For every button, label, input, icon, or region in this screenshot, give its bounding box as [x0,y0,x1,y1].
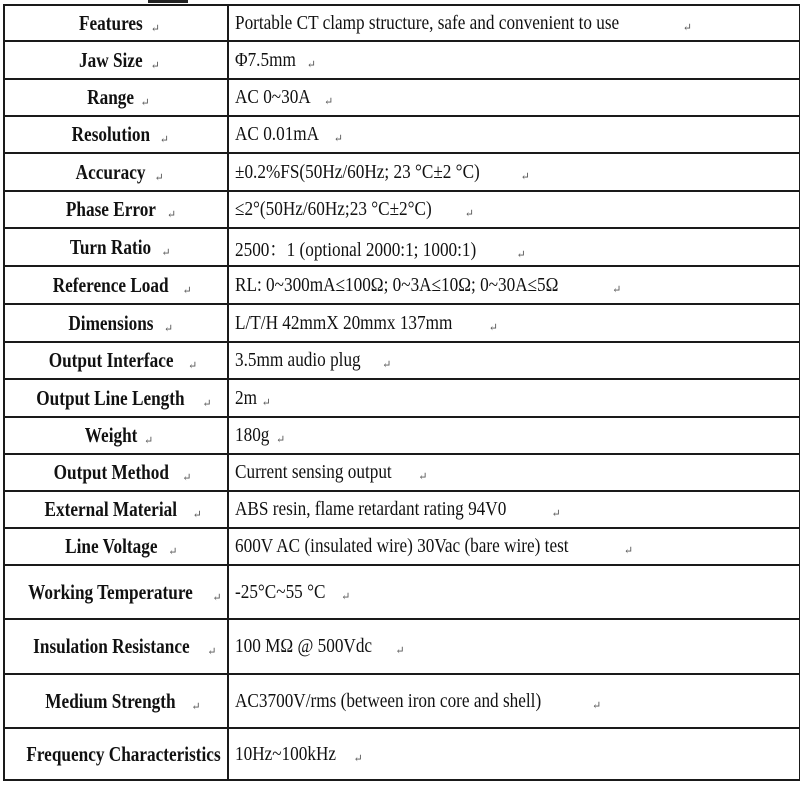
paragraph-mark-icon: ↵ [150,22,160,35]
spec-label-cell [4,491,228,528]
spec-value: 2m [235,386,257,409]
spec-label-cell [4,41,228,79]
paragraph-mark-icon: ↵ [154,171,164,184]
paragraph-mark-icon: ↵ [191,700,201,713]
table-row [4,5,800,41]
paragraph-mark-icon: ↵ [159,134,169,146]
spec-label: Insulation Resistance [32,634,190,658]
spec-value: Portable CT clamp structure, safe and convenient to use [235,11,620,34]
spec-value-cell [228,565,800,619]
spec-value-cell [228,528,800,565]
spec-value: RL: 0~300mA≤100Ω; 0~3A≤10Ω; 0~30A≤5Ω [235,273,559,296]
spec-label: Resolution [71,122,151,146]
spec-label: Turn Ratio [70,234,152,259]
paragraph-mark-icon: ↵ [192,509,202,521]
spec-value: 2500：1 (optional 2000:1; 1000:1) [235,238,477,261]
paragraph-mark-icon: ↵ [464,208,474,220]
spec-value: -25°C~55 °C [235,580,326,603]
paragraph-mark-icon: ↵ [166,209,177,221]
paragraph-mark-icon: ↵ [682,21,692,34]
paragraph-mark-icon: ↵ [341,590,351,603]
spec-value-cell [228,619,800,674]
spec-value: 100 MΩ @ 500Vdc [235,635,373,657]
spec-label-cell [4,674,228,728]
paragraph-mark-icon: ↵ [182,472,192,484]
spec-value: Φ7.5mm [235,48,296,71]
spec-label: Reference Load [52,272,169,297]
paragraph-mark-icon: ↵ [188,360,198,372]
spec-label: Output Line Length [36,385,186,410]
paragraph-mark-icon: ↵ [168,546,178,558]
spec-label-cell [4,79,228,116]
spec-value-cell [228,379,800,417]
spec-label-cell [4,619,228,674]
spec-label-cell [4,454,228,491]
table-row [4,728,800,780]
paragraph-mark-icon: ↵ [353,752,363,765]
spec-label-cell [4,228,228,266]
spec-value: ≤2°(50Hz/60Hz;23 °C±2°C) [235,198,432,220]
paragraph-mark-icon: ↵ [551,508,561,520]
spec-value: 600V AC (insulated wire) 30Vac (bare wire) test [235,535,569,557]
spec-label: Features [78,10,143,35]
spec-value-cell [228,5,800,41]
spec-label: Jaw Size [79,47,143,72]
spec-label: Output Interface [48,348,174,372]
spec-label: Line Voltage [64,534,158,558]
paragraph-mark-icon: ↵ [333,133,344,145]
spec-label-cell [4,304,228,342]
spec-value: 10Hz~100kHz [235,742,337,765]
paragraph-mark-icon: ↵ [182,284,192,297]
paragraph-mark-icon: ↵ [520,170,530,183]
spec-value-cell [228,79,800,116]
paragraph-mark-icon: ↵ [488,321,498,334]
spec-label-cell [4,728,228,780]
spec-table [3,4,800,781]
spec-value-cell [228,228,800,266]
table-row [4,153,800,191]
spec-label-cell [4,379,228,417]
paragraph-mark-icon: ↵ [143,435,154,447]
spec-value-cell [228,728,800,780]
paragraph-mark-icon: ↵ [418,471,428,483]
paragraph-mark-icon: ↵ [150,59,160,72]
spec-value-cell [228,41,800,79]
paragraph-mark-icon: ↵ [202,397,212,410]
table-row [4,565,800,619]
table-row [4,228,800,266]
paragraph-mark-icon: ↵ [395,645,405,657]
spec-value-cell [228,116,800,153]
spec-label: Medium Strength [45,688,177,713]
paragraph-mark-icon: ↵ [623,545,634,557]
paragraph-mark-icon: ↵ [163,322,174,335]
table-row [4,191,800,228]
spec-label: Weight [84,423,138,447]
spec-value: AC 0.01mA [235,123,320,145]
table-row [4,342,800,379]
spec-value-cell [228,304,800,342]
spec-label-cell [4,565,228,619]
spec-label: Range [87,85,135,109]
table-row [4,528,800,565]
spec-label-cell [4,266,228,304]
table-row [4,41,800,79]
table-row [4,619,800,674]
paragraph-mark-icon: ↵ [516,248,526,261]
spec-label: External Material [44,497,178,521]
spec-value-cell [228,266,800,304]
table-row [4,417,800,454]
spec-value-cell [228,491,800,528]
paragraph-mark-icon: ↵ [324,96,334,108]
table-row [4,491,800,528]
spec-table-body [4,5,800,780]
spec-value-cell [228,417,800,454]
spec-label-cell [4,417,228,454]
spec-label-cell [4,191,228,228]
paragraph-mark-icon: ↵ [612,283,622,296]
paragraph-mark-icon: ↵ [161,246,171,259]
table-row [4,116,800,153]
spec-value: L/T/H 42mmX 20mmx 137mm [235,311,453,334]
paragraph-mark-icon: ↵ [382,359,392,371]
spec-label-cell [4,528,228,565]
spec-value: ±0.2%FS(50Hz/60Hz; 23 °C±2 °C) [235,160,480,183]
spec-label-cell [4,116,228,153]
spec-label-cell [4,153,228,191]
spec-label: Output Method [53,460,169,484]
table-row [4,674,800,728]
table-row [4,266,800,304]
paragraph-mark-icon: ↵ [212,591,222,604]
spec-label: Phase Error [65,197,156,221]
paragraph-mark-icon: ↵ [261,396,271,409]
spec-value: Current sensing output [235,461,392,483]
spec-value-cell [228,454,800,491]
paragraph-mark-icon: ↵ [140,97,150,109]
spec-value: ABS resin, flame retardant rating 94V0 [235,498,507,520]
table-row [4,304,800,342]
spec-value-cell [228,342,800,379]
table-row [4,454,800,491]
paragraph-mark-icon: ↵ [276,434,286,446]
paragraph-mark-icon: ↵ [592,699,602,712]
spec-label-cell [4,342,228,379]
spec-value-cell [228,191,800,228]
table-row [4,79,800,116]
spec-value: 180g [235,424,270,446]
spec-value-cell [228,153,800,191]
spec-value: AC3700V/rms (between iron core and shell) [235,689,542,712]
table-row [4,379,800,417]
spec-value: 3.5mm audio plug [235,349,361,371]
spec-value-cell [228,674,800,728]
spec-label: Dimensions [68,310,154,335]
spec-label: Accuracy [75,159,146,184]
top-edge-mark [148,0,188,3]
paragraph-mark-icon: ↵ [306,58,316,71]
spec-value: AC 0~30A [235,86,311,108]
paragraph-mark-icon: ↵ [207,646,217,658]
spec-label-cell [4,5,228,41]
spec-label: Working Temperature [28,579,194,604]
spec-label: Frequency Characteristics [26,741,221,766]
